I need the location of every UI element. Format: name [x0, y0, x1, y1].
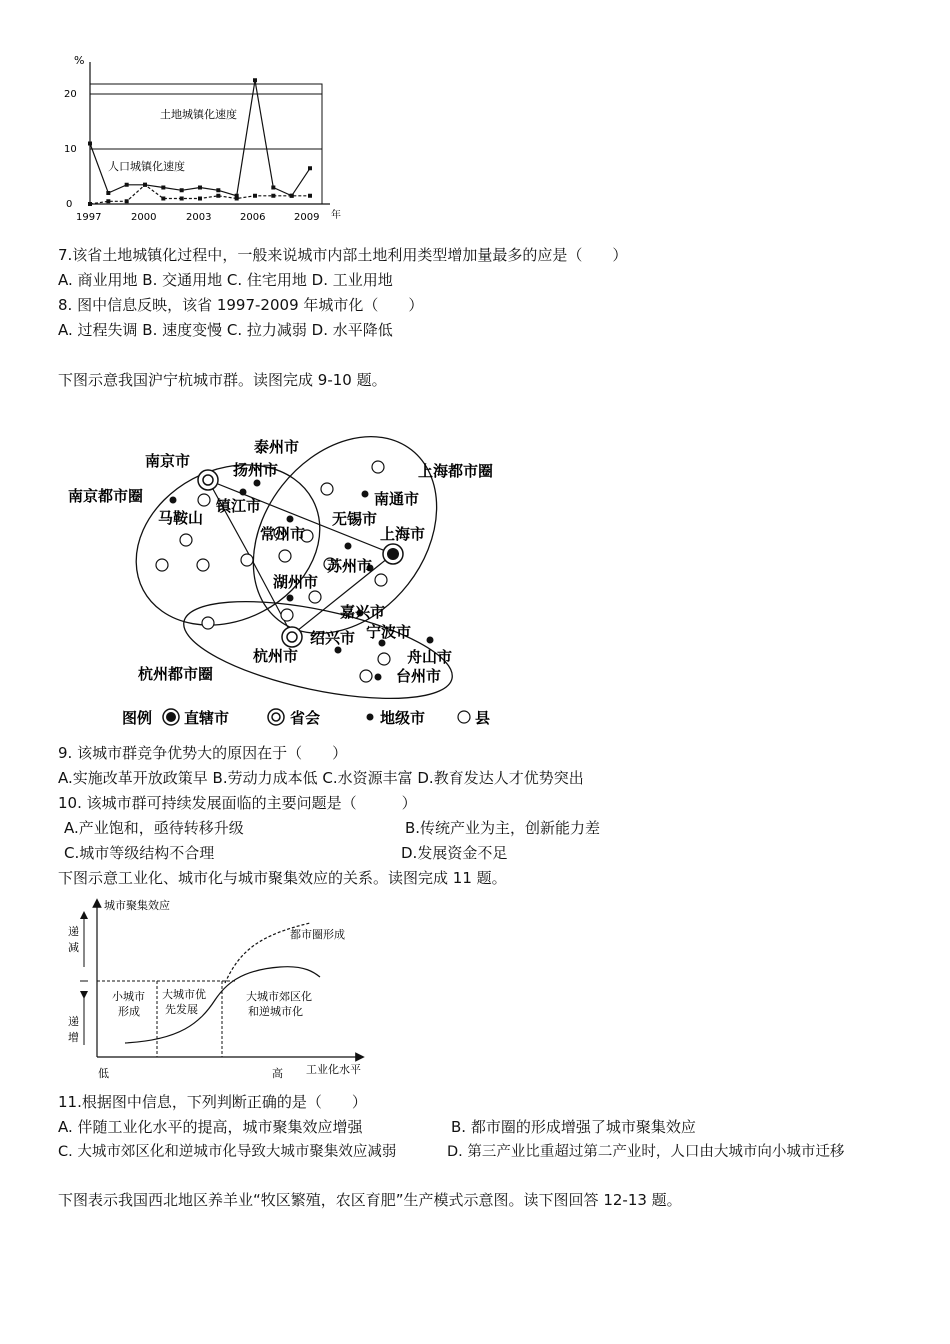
hu-ning-hang-map [60, 425, 520, 740]
question-11-option-b: B. 都市圈的形成增强了城市聚集效应 [451, 1118, 696, 1136]
land-point-2002 [180, 188, 184, 192]
legend-land-urbanization: 土地城镇化速度 [160, 108, 237, 121]
population-point-2008 [290, 194, 294, 198]
label-shanghai-circle: 上海都市圈 [418, 462, 494, 480]
legend-municipality-dot [166, 712, 176, 722]
y-unit-label: % [74, 54, 85, 67]
legend-capital-inner [272, 713, 280, 721]
label-jiaxing: 嘉兴市 [340, 603, 386, 621]
population-point-1997 [88, 202, 92, 206]
label-ningbo: 宁波市 [366, 623, 412, 641]
question-11-stem: 11.根据图中信息，下列判断正确的是（ ） [58, 1093, 367, 1111]
population-point-2006 [253, 194, 257, 198]
label-wuxi: 无锡市 [332, 510, 378, 528]
land-point-2009 [308, 166, 312, 170]
legend-population-urbanization: 人口城镇化速度 [108, 160, 185, 173]
label-decrease-1: 递 [68, 925, 79, 938]
series-land-urbanization-line [90, 80, 310, 196]
x-tick-2000: 2000 [131, 212, 157, 223]
population-point-1999 [125, 199, 129, 203]
x-tick-2009: 2009 [294, 212, 320, 223]
x-tick-2006: 2006 [240, 212, 266, 223]
shanghai-municipality-dot [387, 548, 399, 560]
legend-title: 图例 [122, 709, 153, 727]
hangzhou-capital-inner [287, 632, 297, 642]
question-10-option-a: A.产业饱和，亟待转移升级 [64, 819, 244, 837]
label-stage3-b: 和逆城市化 [248, 1005, 303, 1018]
question-7-stem: 7.该省土地城镇化过程中，一般来说城市内部土地利用类型增加量最多的应是（ ） [58, 246, 628, 264]
question-11-option-c: C. 大城市郊区化和逆城市化导致大城市聚集效应减弱 [58, 1144, 397, 1160]
label-stage2-b: 先发展 [165, 1003, 198, 1016]
question-8-options: A. 过程失调 B. 速度变慢 C. 拉力减弱 D. 水平降低 [58, 321, 393, 339]
x-low-label: 低 [98, 1067, 109, 1080]
intro-11: 下图示意工业化、城市化与城市聚集效应的关系。读图完成 11 题。 [58, 869, 507, 887]
question-10-option-d: D.发展资金不足 [401, 844, 508, 862]
agglomeration-effect-chart [60, 895, 390, 1085]
population-point-2004 [216, 194, 220, 198]
question-10-stem: 10. 该城市群可持续发展面临的主要问题是（ ） [58, 794, 417, 812]
land-point-1999 [125, 183, 129, 187]
population-point-1998 [106, 199, 110, 203]
question-7-options: A. 商业用地 B. 交通用地 C. 住宅用地 D. 工业用地 [58, 271, 393, 289]
legend-prefecture-icon [367, 714, 374, 721]
intro-12-13: 下图表示我国西北地区养羊业“牧区繁殖，农区育肥”生产模式示意图。读下图回答 12-13 题。 [58, 1191, 682, 1209]
label-decrease-2: 减 [68, 941, 79, 954]
population-point-2007 [271, 194, 275, 198]
land-point-1997 [88, 142, 92, 146]
y-tick-20: 20 [64, 89, 77, 100]
y-tick-0: 0 [66, 199, 73, 210]
legend-county: 县 [475, 709, 491, 727]
question-10-option-b: B.传统产业为主，创新能力差 [405, 819, 601, 837]
label-huzhou: 湖州市 [273, 573, 319, 591]
label-taizhou: 泰州市 [254, 438, 300, 456]
land-point-2004 [216, 188, 220, 192]
y-tick-10: 10 [64, 144, 77, 155]
label-stage2-a: 大城市优 [162, 988, 206, 1001]
label-maanshan: 马鞍山 [158, 509, 204, 527]
map-legend [122, 709, 490, 727]
label-nanjing: 南京市 [145, 452, 191, 470]
label-stage1-a: 小城市 [112, 990, 145, 1003]
label-hangzhou: 杭州市 [253, 647, 299, 665]
label-shaoxing: 绍兴市 [310, 629, 356, 647]
label-shanghai: 上海市 [380, 525, 426, 543]
label-hangzhou-circle: 杭州都市圈 [138, 665, 214, 683]
land-point-2006 [253, 78, 257, 82]
label-taizhou-zj: 台州市 [396, 667, 442, 685]
label-zhoushan: 舟山市 [407, 648, 453, 666]
land-point-2007 [271, 186, 275, 190]
label-zhenjiang: 镇江市 [216, 497, 262, 515]
x-high-label: 高 [272, 1067, 283, 1080]
question-9-options: A.实施改革开放政策早 B.劳动力成本低 C.水资源丰富 D.教育发达人才优势突出 [58, 769, 584, 787]
intro-9-10: 下图示意我国沪宁杭城市群。读图完成 9-10 题。 [58, 371, 387, 389]
label-nantong: 南通市 [374, 490, 420, 508]
nanjing-capital-inner [203, 475, 213, 485]
y-axis-label: 城市聚集效应 [104, 899, 170, 912]
land-point-2003 [198, 186, 202, 190]
legend-capital: 省会 [290, 709, 321, 727]
population-point-2000 [143, 183, 147, 187]
label-stage1-b: 形成 [118, 1005, 140, 1018]
population-point-2002 [180, 197, 184, 201]
legend-county-icon [458, 711, 470, 723]
question-8-stem: 8. 图中信息反映，该省 1997-2009 年城市化（ ） [58, 296, 424, 314]
land-point-1998 [106, 191, 110, 195]
question-9-stem: 9. 该城市群竞争优势大的原因在于（ ） [58, 744, 348, 762]
legend-prefecture: 地级市 [380, 709, 426, 727]
land-point-2001 [161, 186, 165, 190]
x-tick-1997: 1997 [76, 212, 102, 223]
population-point-2001 [161, 197, 165, 201]
population-point-2005 [235, 197, 239, 201]
label-increase-1: 递 [68, 1015, 79, 1028]
x-unit-label: 年 [331, 210, 341, 221]
population-point-2009 [308, 194, 312, 198]
legend-municipality: 直辖市 [184, 709, 230, 727]
stage-labels-source: 小城市形成 [60, 895, 65, 896]
question-11-option-d: D. 第三产业比重超过第二产业时，人口由大城市向小城市迁移 [447, 1144, 845, 1160]
label-changzhou: 常州市 [260, 525, 306, 543]
question-10-option-c: C.城市等级结构不合理 [64, 844, 215, 862]
x-axis-label: 工业化水平 [306, 1063, 361, 1076]
label-stage3-a: 大城市郊区化 [246, 990, 312, 1003]
label-increase-2: 增 [68, 1031, 79, 1044]
urbanization-speed-chart [60, 52, 420, 227]
x-tick-2003: 2003 [186, 212, 212, 223]
label-metro-formation: 都市圈形成 [290, 928, 345, 941]
question-11-option-a: A. 伴随工业化水平的提高，城市聚集效应增强 [58, 1118, 363, 1136]
label-nanjing-circle: 南京都市圈 [68, 487, 144, 505]
label-suzhou: 苏州市 [327, 557, 373, 575]
label-yangzhou: 扬州市 [233, 461, 279, 479]
population-point-2003 [198, 197, 202, 201]
